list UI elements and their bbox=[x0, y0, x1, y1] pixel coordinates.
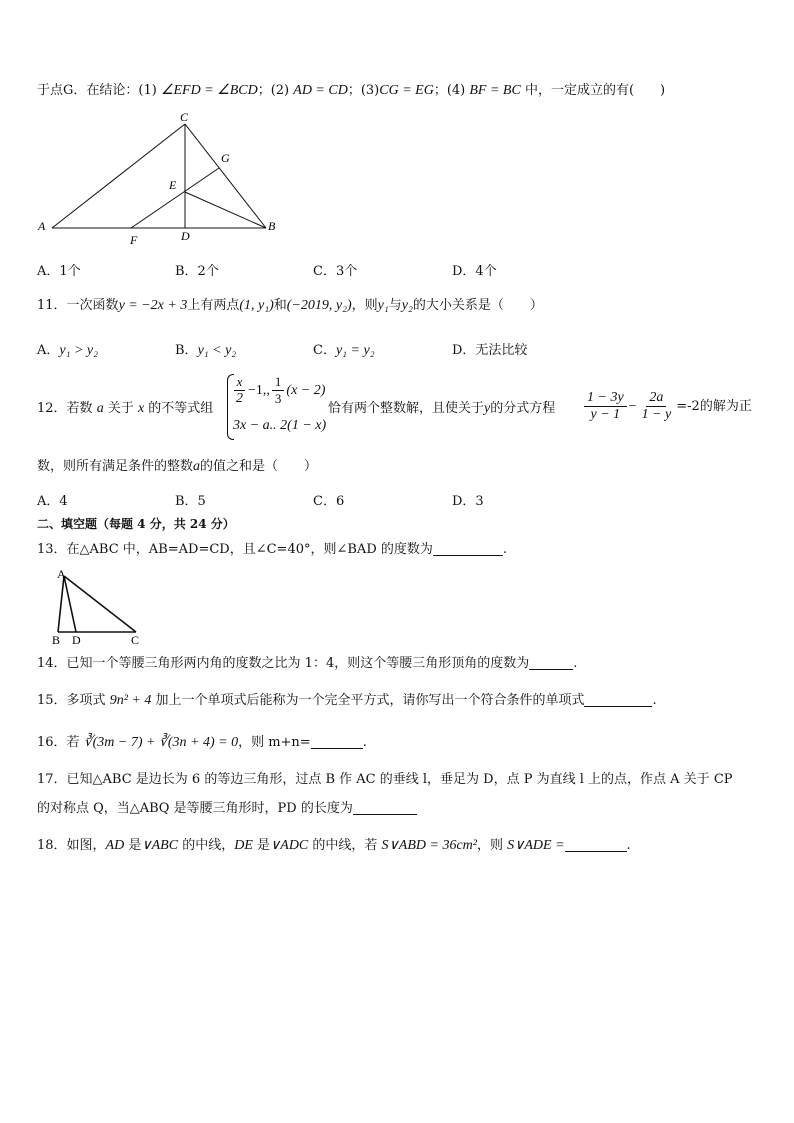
q12-option-c[interactable]: C．6 bbox=[313, 494, 345, 509]
q11-option-a[interactable]: A．y₁ > y₂ bbox=[37, 343, 98, 358]
q13-stem: 13．在△ABC 中，AB=AD=CD，且∠C=40°，则∠BAD 的度数为 . bbox=[37, 542, 508, 557]
q17-answer-blank[interactable] bbox=[353, 800, 417, 815]
q11-stem: 11．一次函数y = −2x + 3上有两点(1, y₁)和(−2019, y₂)，则y₁与y₂的大小关系是（ ） bbox=[37, 298, 543, 313]
section-2-heading: 二、填空题（每题 4 分，共 24 分） bbox=[37, 517, 235, 531]
q12-option-d[interactable]: D．3 bbox=[452, 494, 484, 509]
q12-stem-line2: 数，则所有满足条件的整数a的值之和是（ ） bbox=[37, 459, 318, 474]
q16-answer-blank[interactable] bbox=[311, 734, 363, 749]
q18-area-asked: S∨ADE = bbox=[507, 838, 565, 853]
q18-area-given: S∨ABD = 36cm² bbox=[381, 838, 477, 853]
q10-stem: 于点G．在结论：(1) ∠EFD = ∠BCD；(2) AD = CD；(3)CG = EG；(4) BF = BC 中，一定成立的有( ) bbox=[37, 83, 666, 98]
q12-option-b[interactable]: B．5 bbox=[175, 494, 206, 509]
q10-label-D: D bbox=[181, 229, 190, 243]
q10-option-b[interactable]: B．2个 bbox=[175, 264, 219, 279]
q10-label-E: E bbox=[169, 178, 177, 192]
q10-conclusion-3: CG = EG bbox=[379, 83, 434, 98]
q11-point-2: (−2019, y₂) bbox=[286, 298, 352, 313]
q10-label-C: C bbox=[180, 110, 189, 124]
q10-option-a[interactable]: A．1个 bbox=[37, 264, 81, 279]
q12-option-a[interactable]: A．4 bbox=[37, 494, 68, 509]
q10-label-G: G bbox=[221, 151, 230, 165]
q15-stem: 15．多项式 9n² + 4 加上一个单项式后能称为一个完全平方式，请你写出一个符合条件的单项式 . bbox=[37, 693, 657, 708]
q10-label-A: A bbox=[38, 219, 46, 233]
q13-answer-blank[interactable] bbox=[433, 541, 503, 556]
q18-stem: 18．如图，AD 是∨ABC 的中线，DE 是∨ADC 的中线，若 S∨ABD = 36cm²，则 S∨ADE = . bbox=[37, 838, 631, 853]
q10-label-F: F bbox=[130, 233, 138, 247]
q13-label-D: D bbox=[72, 633, 81, 647]
q14-answer-blank[interactable] bbox=[529, 655, 573, 670]
q10-triangle-figure bbox=[30, 108, 290, 248]
q11-option-b[interactable]: B．y₁ < y₂ bbox=[175, 343, 237, 358]
q17-line-1: 17．已知△ABC 是边长为 6 的等边三角形，过点 B 作 AC 的垂线 l，垂足为 D，点 P 为直线 l 上的点，作点 A 关于 CP bbox=[37, 772, 733, 787]
q12-row-1: $\frac{x}{2}$ −1,, $\frac{1}{3}$ (x − 2) bbox=[231, 374, 325, 407]
q18-answer-blank[interactable] bbox=[565, 837, 627, 852]
q13-label-C: C bbox=[131, 633, 140, 647]
q11-function: y = −2x + 3 bbox=[118, 298, 188, 313]
q15-answer-blank[interactable] bbox=[584, 692, 652, 707]
q12-inequality-system bbox=[227, 374, 327, 440]
q11-option-c[interactable]: C．y₁ = y₂ bbox=[313, 343, 375, 358]
q11-option-d[interactable]: D．无法比较 bbox=[452, 343, 528, 358]
q16-expression: ∛(3m − 7) + ∛(3n + 4) = 0 bbox=[83, 735, 239, 750]
q13-label-B: B bbox=[52, 633, 61, 647]
q13-triangle-figure bbox=[48, 566, 148, 648]
q13-label-A: A bbox=[57, 567, 66, 581]
q17-line-2: 的对称点 Q，当△ABQ 是等腰三角形时，PD 的长度为 bbox=[37, 800, 417, 818]
q14-stem: 14．已知一个等腰三角形两内角的度数之比为 1：4，则这个等腰三角形顶角的度数为 . bbox=[37, 656, 578, 671]
q12-stem-start: 12．若数 a 关于 x 的不等式组 bbox=[37, 401, 214, 416]
q12-stem-middle: 恰有两个整数解，且使关于y的分式方程 bbox=[328, 401, 556, 416]
q16-stem: 16．若 ∛(3m − 7) + ∛(3n + 4) = 0，则 m+n= . bbox=[37, 735, 367, 750]
q12-fraction-equation: $\frac{1 - 3y}{y - 1}$ − $\frac{2a}{1 - y}$ =-2的解为正 bbox=[582, 390, 752, 423]
q10-option-d[interactable]: D．4个 bbox=[452, 264, 497, 279]
q10-conclusion-4: BF = BC bbox=[469, 83, 521, 98]
q10-stem-a: 于点G．在结论：(1) bbox=[37, 83, 161, 98]
q11-point-1: (1, y₁) bbox=[239, 298, 274, 313]
q10-conclusion-1: ∠EFD = ∠BCD bbox=[160, 83, 258, 98]
q10-conclusion-2: AD = CD bbox=[293, 83, 348, 98]
q10-option-c[interactable]: C．3个 bbox=[313, 264, 358, 279]
q10-label-B: B bbox=[268, 219, 276, 233]
q12-row-2: 3x − a.. 2(1 − x) bbox=[233, 418, 327, 433]
q10-stem-b: 中，一定成立的有( ) bbox=[520, 83, 666, 98]
q15-polynomial: 9n² + 4 bbox=[109, 693, 152, 708]
